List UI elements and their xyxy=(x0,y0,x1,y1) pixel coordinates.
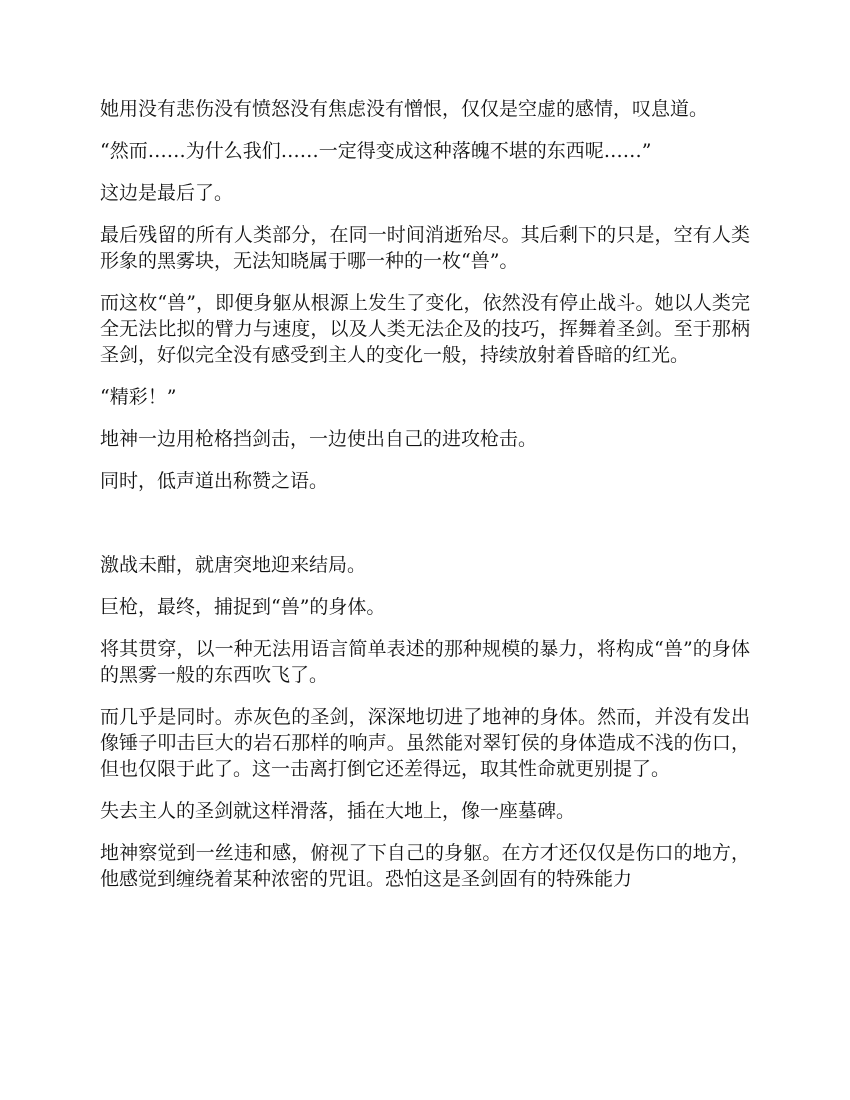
paragraph: 巨枪，最终，捕捉到“兽”的身体。 xyxy=(100,596,386,618)
paragraph: “然而……为什么我们……一定得变成这种落魄不堪的东西呢……” xyxy=(100,140,652,162)
paragraph: 最后残留的所有人类部分，在同一时间消逝殆尽。其后剩下的只是，空有人类形象的黑雾块，无法知晓属于哪一种的一枚“兽”。 xyxy=(100,224,750,272)
paragraph: 失去主人的圣剑就这样滑落，插在大地上，像一座墓碑。 xyxy=(100,800,576,822)
paragraph: 她用没有悲伤没有愤怒没有焦虑没有憎恨，仅仅是空虚的感情，叹息道。 xyxy=(100,98,709,120)
paragraph: 同时，低声道出称赞之语。 xyxy=(100,470,329,492)
paragraph: 这边是最后了。 xyxy=(100,182,234,204)
paragraph: 而几乎是同时。赤灰色的圣剑，深深地切进了地神的身体。然而，并没有发出像锤子叩击巨大的岩石那样的响声。虽然能对翠钉侯的身体造成不浅的伤口，但也仅限于此了。这一击离打倒它还差得远，取其性命就更别提了。 xyxy=(100,706,750,780)
paragraph: 地神一边用枪格挡剑击，一边使出自己的进攻枪击。 xyxy=(100,428,538,450)
document-page xyxy=(100,96,750,908)
paragraph: 将其贯穿，以一种无法用语言简单表述的那种规模的暴力，将构成“兽”的身体的黑雾一般的东西吹飞了。 xyxy=(100,638,750,686)
paragraph: “精彩！” xyxy=(100,386,177,408)
paragraph: 而这枚“兽”，即便身躯从根源上发生了变化，依然没有停止战斗。她以人类完全无法比拟的臂力与速度，以及人类无法企及的技巧，挥舞着圣剑。至于那柄圣剑，好似完全没有感受到主人的变化一般，持续放射着昏暗的红光。 xyxy=(100,292,750,366)
paragraph: 地神察觉到一丝违和感，俯视了下自己的身躯。在方才还仅仅是伤口的地方，他感觉到缠绕着某种浓密的咒诅。恐怕这是圣剑固有的特殊能力 xyxy=(100,842,750,890)
section-break xyxy=(100,510,750,552)
paragraph: 激战未酣，就唐突地迎来结局。 xyxy=(100,554,367,576)
